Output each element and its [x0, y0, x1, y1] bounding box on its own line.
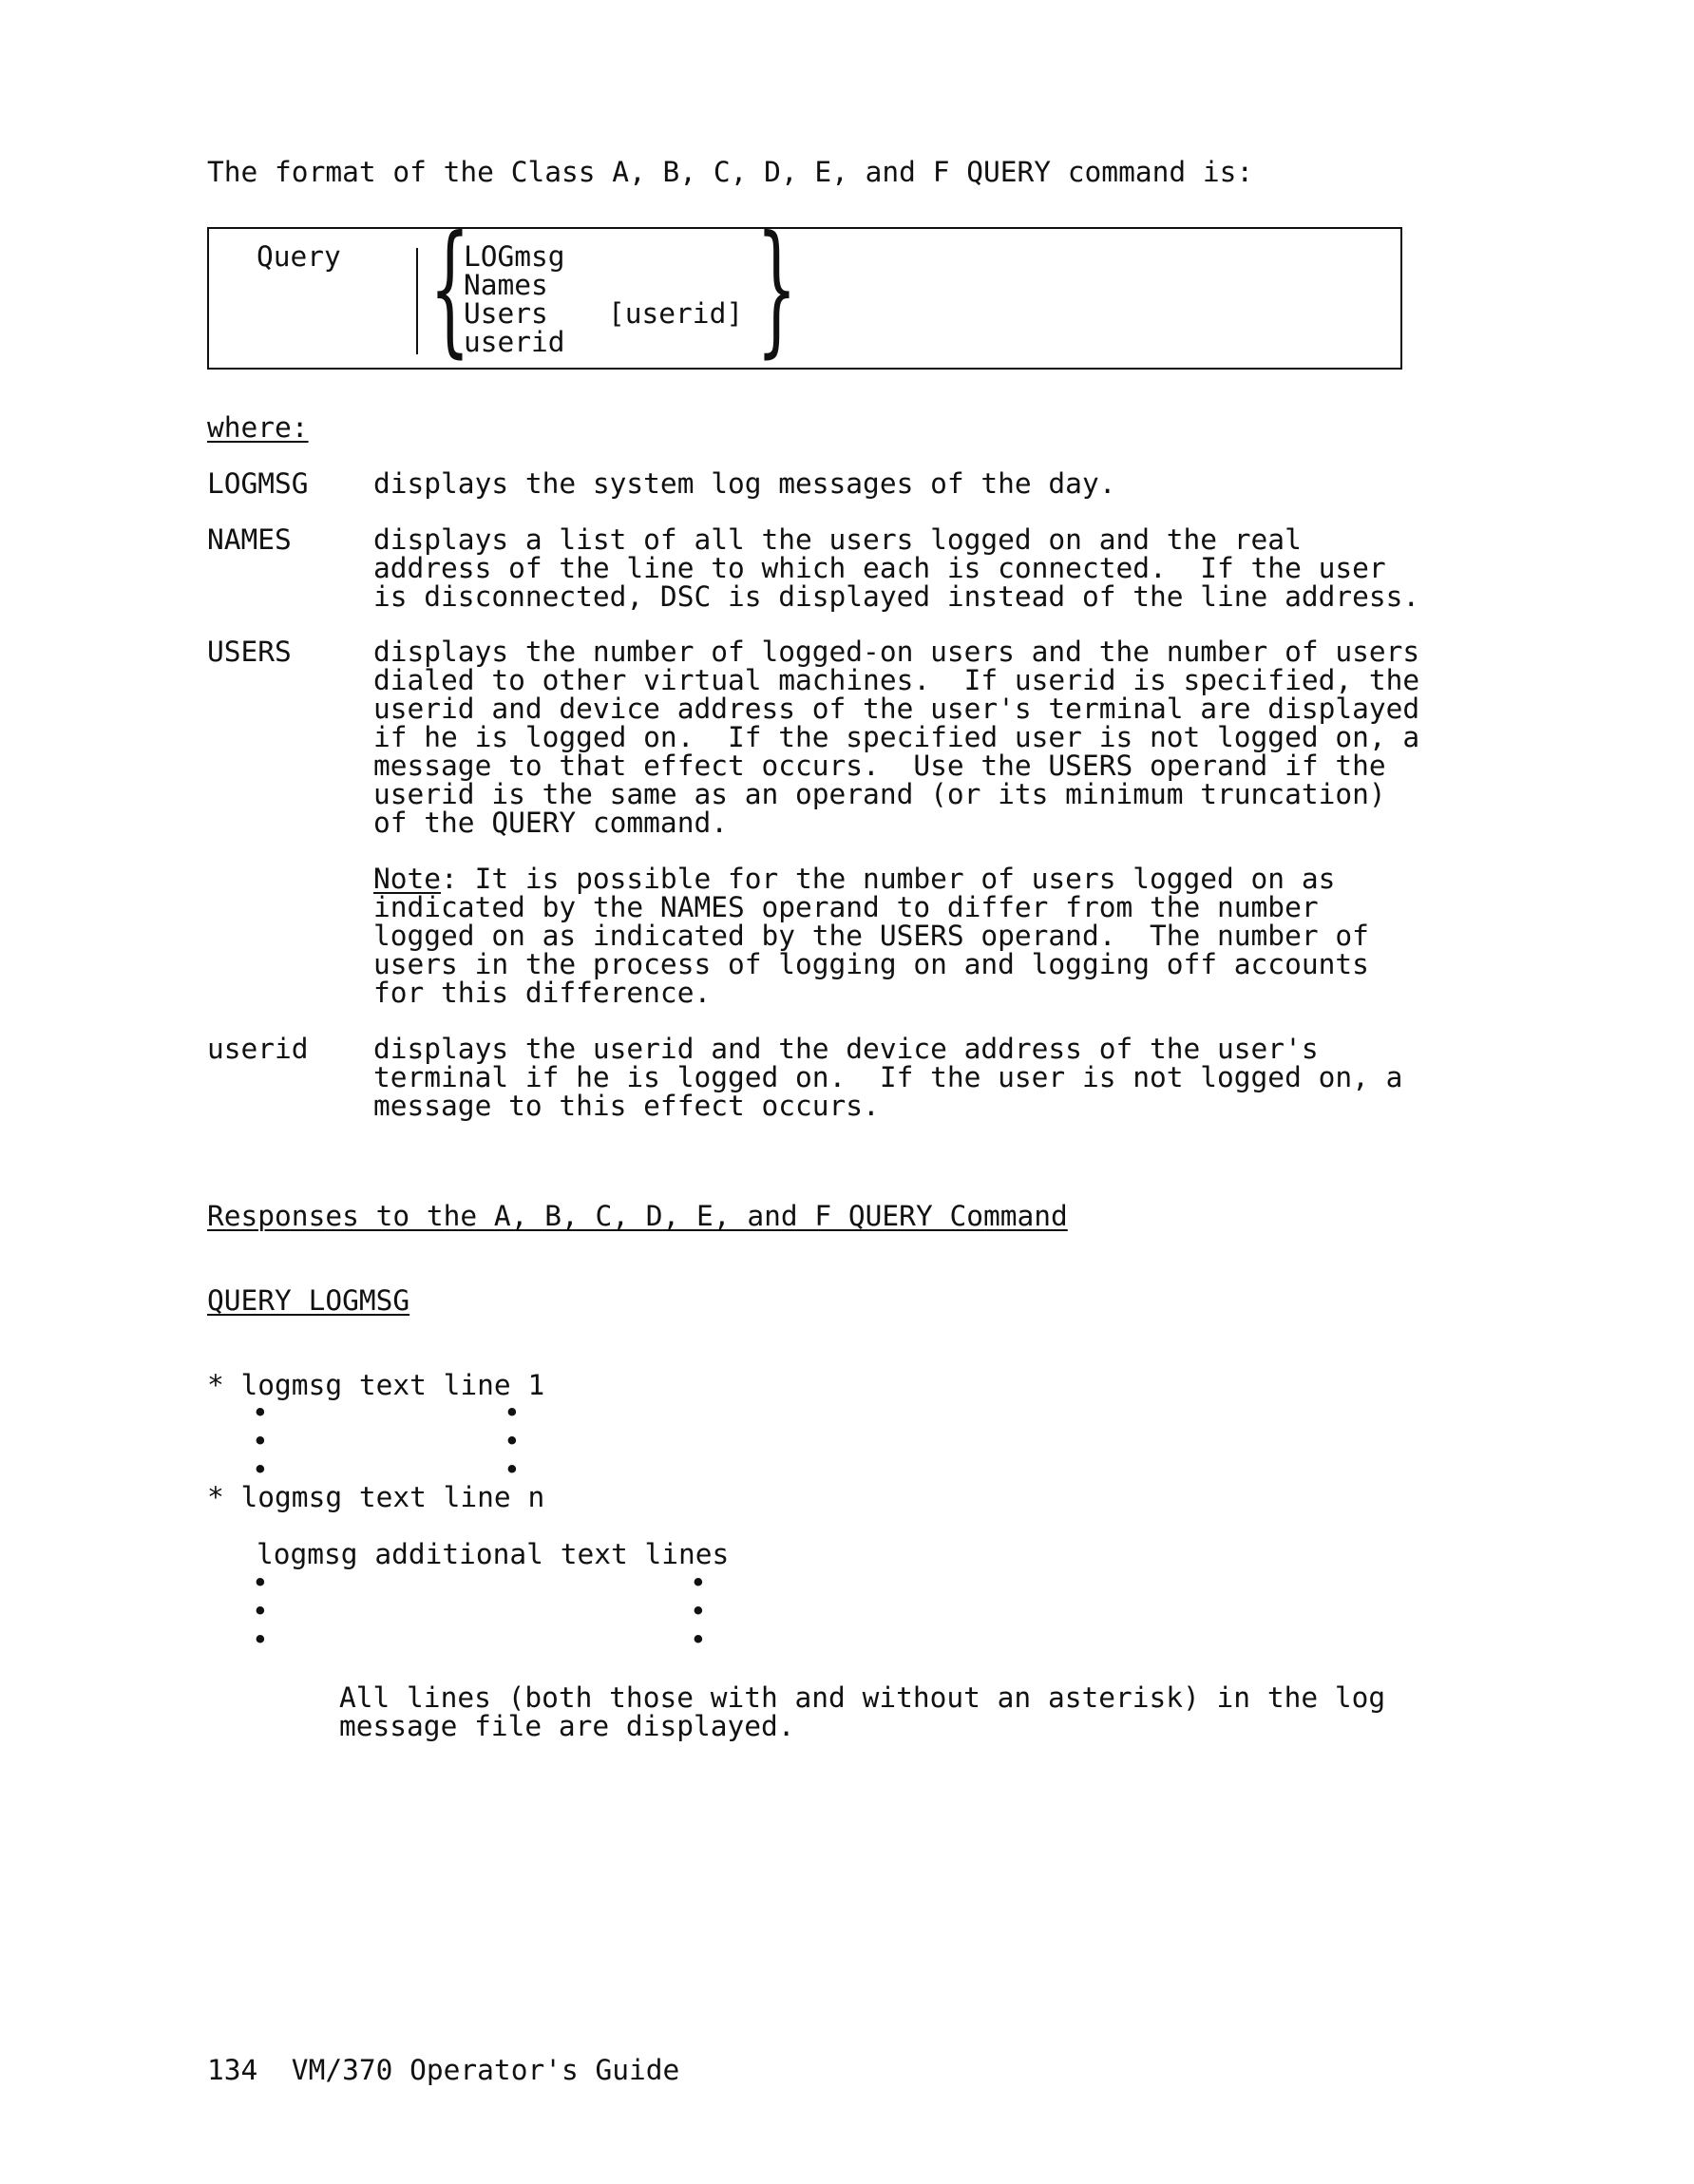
note-first-line-text: : It is possible for the number of users logged on as	[441, 863, 1336, 895]
where-label: where:	[207, 411, 309, 444]
ellipsis-dot: •	[504, 1453, 521, 1486]
note-line: for this difference.	[373, 977, 712, 1009]
ellipsis-dot: •	[690, 1624, 707, 1656]
syntax-optional-userid: [userid]	[608, 297, 744, 330]
syntax-box	[207, 206, 1402, 371]
intro-text: The format of the Class A, B, C, D, E, and F QUERY command is:	[207, 156, 1254, 188]
syntax-operand-userid: userid	[464, 326, 565, 358]
definition-line: terminal if he is logged on. If the user is not logged on, a	[373, 1061, 1403, 1093]
definition-line: displays the number of logged-on users and the number of users	[373, 636, 1420, 668]
syntax-operand-names: Names	[464, 269, 548, 301]
term-logmsg: LOGMSG	[207, 467, 309, 500]
ellipsis-dot: •	[252, 1567, 269, 1599]
ellipsis-dot: •	[504, 1425, 521, 1457]
ellipsis-dot: •	[504, 1396, 521, 1429]
ellipsis-dot: •	[252, 1595, 269, 1627]
note-line: logged on as indicated by the USERS operand. The number of	[373, 920, 1369, 952]
term-users: USERS	[207, 636, 292, 668]
definition-line: message to this effect occurs.	[373, 1090, 880, 1122]
note-first-line	[373, 864, 1335, 893]
definition-line: displays the system log messages of the day.	[373, 467, 1116, 500]
example-line-1: * logmsg text line 1	[207, 1369, 545, 1401]
definition-line: displays the userid and the device address of the user's	[373, 1033, 1319, 1065]
syntax-operand-users: Users	[464, 297, 548, 330]
closing-line: message file are displayed.	[339, 1710, 795, 1742]
ellipsis-dot: •	[252, 1425, 269, 1457]
definition-line: if he is logged on. If the specified user is not logged on, a	[373, 721, 1420, 753]
note-line: users in the process of logging on and logging off accounts	[373, 948, 1369, 980]
definition-line: address of the line to which each is connected. If the user	[373, 552, 1386, 584]
syntax-command: Query	[257, 240, 341, 273]
ellipsis-dot: •	[252, 1453, 269, 1486]
syntax-operand-logmsg: LOGmsg	[464, 240, 565, 273]
closing-line: All lines (both those with and without an asterisk) in the log	[339, 1681, 1386, 1714]
example-additional-lines: logmsg additional text lines	[257, 1538, 730, 1570]
definition-line: message to that effect occurs. Use the USERS operand if the	[373, 750, 1386, 782]
page-footer: 134 VM/370 Operator's Guide	[207, 2054, 680, 2086]
definition-line: userid is the same as an operand (or its minimum truncation)	[373, 778, 1386, 810]
definition-line: dialed to other virtual machines. If userid is specified, the	[373, 664, 1420, 696]
term-userid: userid	[207, 1033, 309, 1065]
definition-line: displays a list of all the users logged on and the real	[373, 523, 1302, 556]
responses-heading: Responses to the A, B, C, D, E, and F QUERY Command	[207, 1200, 1068, 1232]
ellipsis-dot: •	[690, 1595, 707, 1627]
query-logmsg-subheading: QUERY LOGMSG	[207, 1284, 410, 1317]
example-line-n: * logmsg text line n	[207, 1481, 545, 1513]
left-brace-icon: {	[429, 206, 470, 371]
term-names: NAMES	[207, 523, 292, 556]
ellipsis-dot: •	[690, 1567, 707, 1599]
note-label: Note	[373, 863, 442, 895]
note-line: indicated by the NAMES operand to differ from the number	[373, 891, 1319, 923]
ellipsis-dot: •	[252, 1624, 269, 1656]
definition-line: of the QUERY command.	[373, 807, 728, 839]
syntax-divider	[416, 248, 418, 354]
definition-line: is disconnected, DSC is displayed instead of the line address.	[373, 580, 1420, 613]
ellipsis-dot: •	[252, 1396, 269, 1429]
definition-line: userid and device address of the user's terminal are displayed	[373, 693, 1420, 725]
right-brace-icon: }	[756, 206, 797, 371]
